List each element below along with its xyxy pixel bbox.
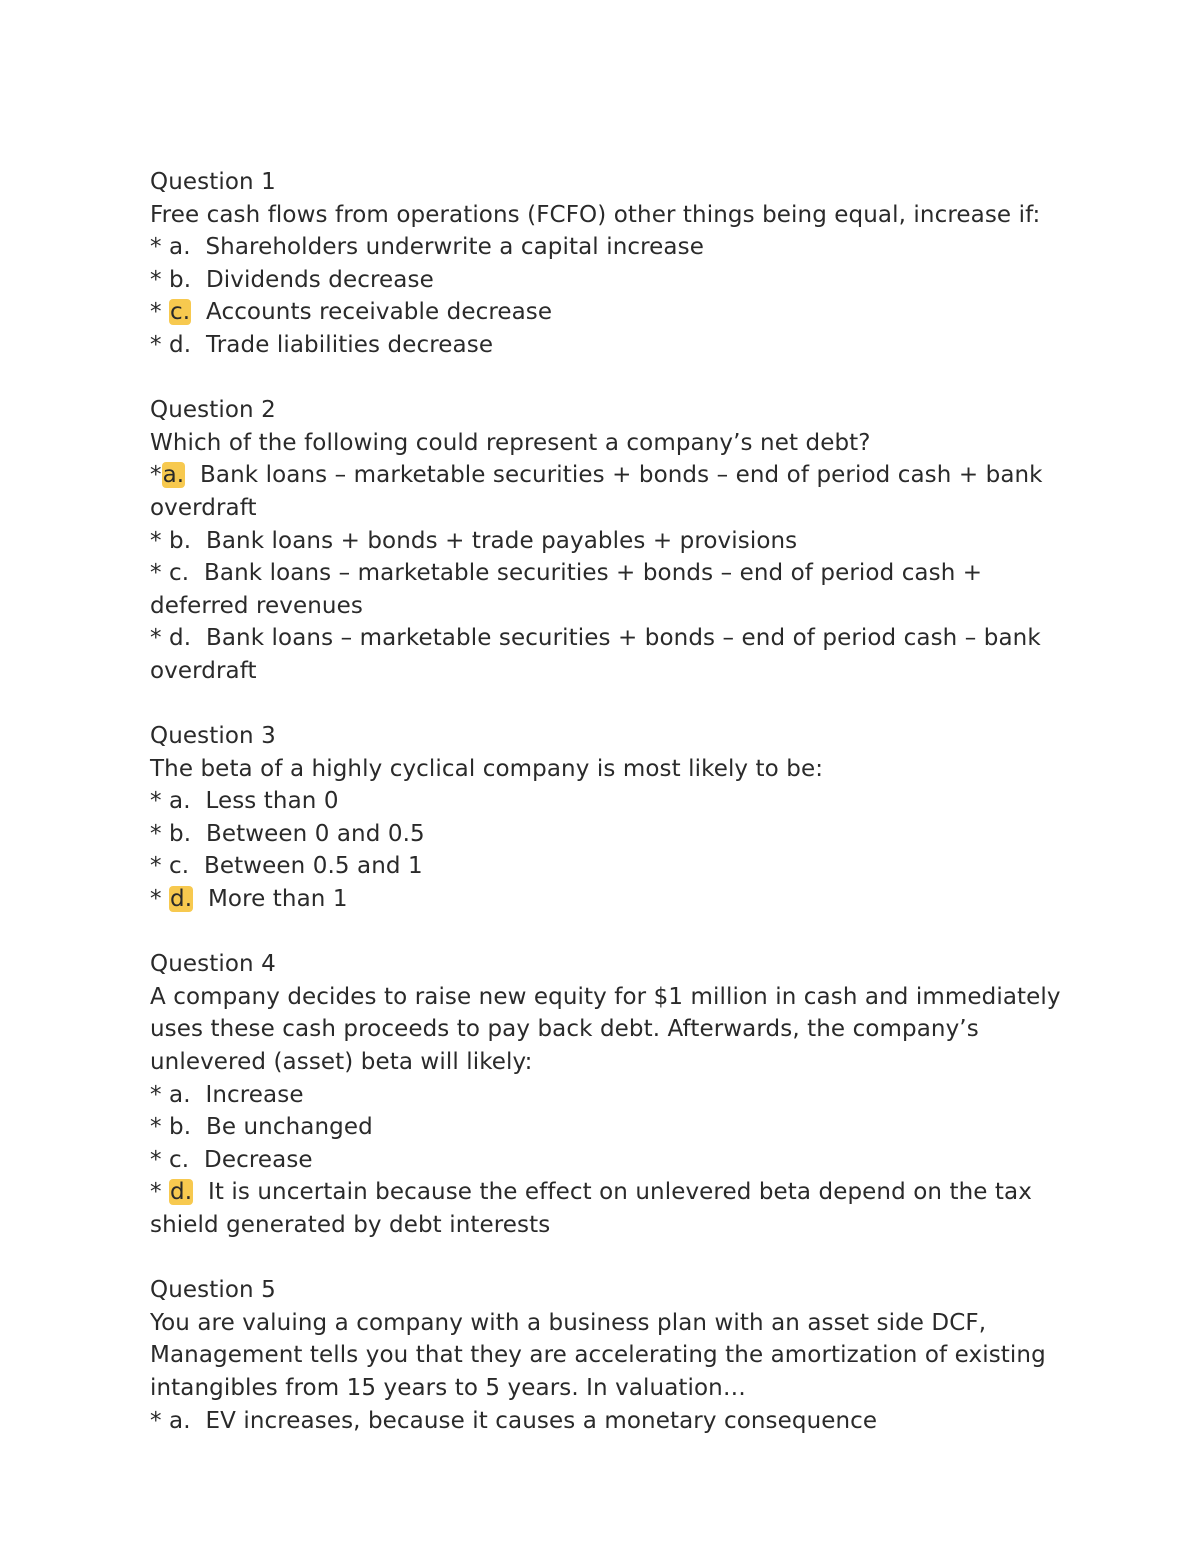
- question-5: [150, 1274, 1070, 1437]
- option-d: * d. Bank loans – marketable securities + bonds – end of period cash – bank overdraft: [150, 625, 1041, 684]
- option-text: Bank loans – marketable securities + bonds – end of period cash + deferred revenues: [150, 560, 983, 619]
- option-letter: a.: [169, 1407, 191, 1434]
- option-text: Trade liabilities decrease: [205, 331, 494, 358]
- question-title: Question 3: [150, 723, 276, 750]
- question-title: Question 4: [150, 951, 276, 978]
- option-b: * b. Be unchanged: [150, 1114, 373, 1141]
- option-letter: b.: [169, 266, 192, 293]
- option-text: Bank loans – marketable securities + bonds – end of period cash + bank overdraft: [150, 462, 1043, 521]
- question-text: Free cash flows from operations (FCFO) other things being equal, increase if:: [150, 201, 1041, 228]
- option-a: * a. EV increases, because it causes a monetary consequence: [150, 1407, 878, 1434]
- option-text: EV increases, because it causes a monetary consequence: [205, 1407, 878, 1434]
- option-c: * c. Between 0.5 and 1: [150, 853, 423, 880]
- option-letter: a.: [169, 1081, 191, 1108]
- option-letter: d.: [169, 625, 192, 652]
- option-text: Bank loans + bonds + trade payables + provisions: [205, 527, 798, 554]
- option-text: Increase: [205, 1081, 304, 1108]
- option-text: Between 0.5 and 1: [204, 853, 423, 880]
- option-letter-highlighted: d.: [170, 1179, 193, 1206]
- document-page: [150, 166, 1070, 1470]
- option-text: Be unchanged: [205, 1114, 373, 1141]
- option-letter-highlighted: a.: [162, 462, 185, 489]
- question-text: The beta of a highly cyclical company is most likely to be:: [150, 755, 824, 782]
- option-letter: c.: [169, 1146, 190, 1173]
- question-title: Question 1: [150, 169, 276, 195]
- option-text: It is uncertain because the effect on unlevered beta depend on the tax shield generated by debt interests: [150, 1179, 1032, 1238]
- option-letter: a.: [169, 788, 191, 815]
- option-letter-highlighted: d.: [170, 886, 193, 913]
- option-text: Shareholders underwrite a capital increase: [205, 234, 704, 261]
- question-3: [150, 720, 1070, 916]
- option-text: More than 1: [207, 886, 348, 913]
- option-d: * d. More than 1: [150, 886, 348, 913]
- option-a: * a. Shareholders underwrite a capital increase: [150, 234, 704, 261]
- option-text: Between 0 and 0.5: [205, 820, 425, 847]
- option-d: * d. Trade liabilities decrease: [150, 331, 494, 358]
- option-text: Accounts receivable decrease: [206, 299, 553, 326]
- option-c: * c. Accounts receivable decrease: [150, 299, 553, 326]
- option-a: *a. Bank loans – marketable securities + bonds – end of period cash + bank overdraft: [150, 462, 1043, 521]
- question-4: [150, 948, 1070, 1241]
- option-letter: b.: [169, 1114, 192, 1141]
- question-title: Question 5: [150, 1277, 276, 1304]
- question-text: A company decides to raise new equity for $1 million in cash and immediately uses these cash proceeds to pay back debt. Afterwards, the company’s unlevered (asset) beta will likely:: [150, 983, 1061, 1076]
- question-text: You are valuing a company with a business plan with an asset side DCF, Management tells you that they are accelerating the amortization of existing intangibles from 15 years to 5 years. In valuation…: [150, 1309, 1046, 1401]
- option-text: Decrease: [204, 1146, 313, 1173]
- option-a: * a. Less than 0: [150, 788, 339, 815]
- option-text: Bank loans – marketable securities + bonds – end of period cash – bank overdraft: [150, 625, 1041, 684]
- question-title: Question 2: [150, 397, 276, 424]
- option-text: Less than 0: [205, 788, 339, 815]
- option-letter: c.: [169, 853, 190, 880]
- option-b: * b. Bank loans + bonds + trade payables + provisions: [150, 527, 798, 554]
- option-b: * b. Between 0 and 0.5: [150, 820, 425, 847]
- question-1: [150, 166, 1070, 362]
- question-text: Which of the following could represent a company’s net debt?: [150, 429, 871, 456]
- question-2: [150, 394, 1070, 687]
- option-letter: b.: [169, 820, 192, 847]
- option-c: * c. Decrease: [150, 1146, 313, 1173]
- option-letter: d.: [169, 331, 192, 358]
- option-b: * b. Dividends decrease: [150, 266, 434, 293]
- option-letter: a.: [169, 234, 191, 261]
- option-c: * c. Bank loans – marketable securities + bonds – end of period cash + deferred revenues: [150, 560, 983, 619]
- option-letter: c.: [169, 560, 190, 587]
- option-a: * a. Increase: [150, 1081, 304, 1108]
- option-letter-highlighted: c.: [170, 299, 191, 326]
- option-d: * d. It is uncertain because the effect on unlevered beta depend on the tax shield generated by debt interests: [150, 1179, 1032, 1238]
- option-text: Dividends decrease: [205, 266, 434, 293]
- option-letter: b.: [169, 527, 192, 554]
